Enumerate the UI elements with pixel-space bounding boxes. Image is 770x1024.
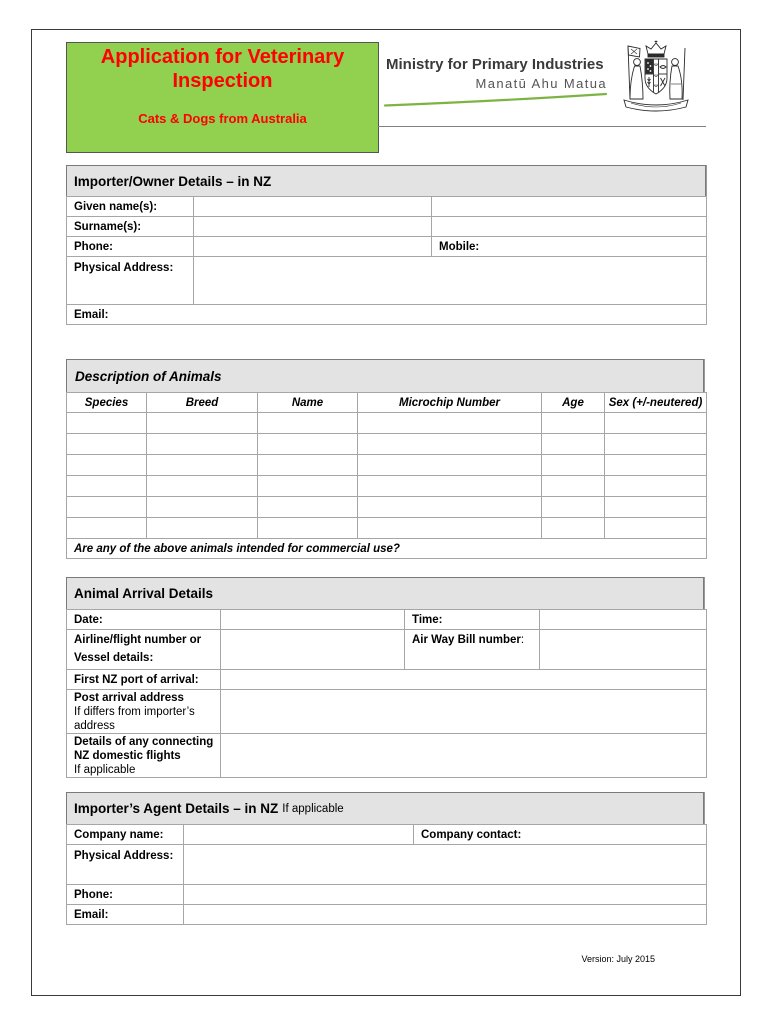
breed-cell[interactable] — [147, 476, 258, 497]
agent-section-heading — [66, 792, 704, 825]
sex-cell[interactable] — [605, 497, 707, 518]
animal-row — [67, 434, 707, 455]
flight-details-label: Airline/flight number or Vessel details: — [67, 630, 221, 670]
breed-cell[interactable] — [147, 518, 258, 539]
agent-heading-text: Importer’s Agent Details – in NZ — [74, 801, 279, 816]
species-cell[interactable] — [67, 497, 147, 518]
breed-cell[interactable] — [147, 497, 258, 518]
post-arrival-address-label — [67, 690, 221, 734]
first-port-label: First NZ port of arrival: — [67, 670, 221, 690]
surnames-field-extra[interactable] — [432, 217, 707, 237]
connecting-flights-row — [67, 734, 707, 778]
post-arrival-address-row — [67, 690, 707, 734]
importer-details-table — [66, 196, 707, 325]
animals-table — [66, 392, 707, 559]
agent-phone-row — [67, 885, 707, 905]
time-field[interactable] — [540, 610, 707, 630]
version-note: Version: July 2015 — [581, 954, 655, 964]
animal-row — [67, 497, 707, 518]
mobile-label: Mobile: — [439, 240, 480, 253]
agent-physical-address-row — [67, 845, 707, 885]
microchip-cell[interactable] — [358, 434, 542, 455]
given-names-label: Given name(s): — [67, 197, 194, 217]
email-label: Email: — [74, 308, 109, 321]
microchip-cell[interactable] — [358, 518, 542, 539]
air-way-bill-label-text: Air Way Bill number — [412, 634, 521, 646]
surnames-row — [67, 217, 707, 237]
first-port-row — [67, 670, 707, 690]
species-cell[interactable] — [67, 434, 147, 455]
header-divider — [378, 126, 706, 127]
microchip-cell[interactable] — [358, 476, 542, 497]
post-arrival-address-field[interactable] — [221, 690, 707, 734]
air-way-bill-label — [405, 630, 540, 670]
breed-cell[interactable] — [147, 455, 258, 476]
species-cell[interactable] — [67, 455, 147, 476]
sex-cell[interactable] — [605, 518, 707, 539]
animal-row — [67, 455, 707, 476]
physical-address-row — [67, 257, 707, 305]
given-names-field-extra[interactable] — [432, 197, 707, 217]
age-cell[interactable] — [542, 518, 605, 539]
age-cell[interactable] — [542, 476, 605, 497]
animal-row — [67, 518, 707, 539]
column-header-species: Species — [67, 393, 147, 413]
agent-email-label: Email: — [67, 905, 184, 925]
age-cell[interactable] — [542, 434, 605, 455]
post-arrival-address-note: If differs from importer’s address — [74, 706, 195, 732]
email-field[interactable] — [67, 305, 707, 325]
agent-details-table — [66, 824, 707, 925]
company-contact-label: Company contact: — [421, 828, 522, 841]
microchip-cell[interactable] — [358, 413, 542, 434]
date-time-row — [67, 610, 707, 630]
agent-heading-note: If applicable — [282, 802, 344, 815]
air-way-bill-field[interactable] — [540, 630, 707, 670]
given-names-row — [67, 197, 707, 217]
name-cell[interactable] — [258, 434, 358, 455]
column-header-breed: Breed — [147, 393, 258, 413]
date-field[interactable] — [221, 610, 405, 630]
sex-cell[interactable] — [605, 455, 707, 476]
microchip-cell[interactable] — [358, 497, 542, 518]
agent-phone-label: Phone: — [67, 885, 184, 905]
animals-heading-text: Description of Animals — [75, 368, 222, 384]
mobile-field[interactable] — [432, 237, 707, 257]
agent-physical-address-field[interactable] — [184, 845, 707, 885]
commercial-use-field[interactable] — [67, 539, 707, 559]
title-box — [66, 42, 379, 153]
mpi-logo — [380, 50, 612, 112]
name-cell[interactable] — [258, 518, 358, 539]
animals-section-heading — [66, 359, 704, 393]
connecting-flights-note: If applicable — [74, 764, 136, 776]
connecting-flights-field[interactable] — [221, 734, 707, 778]
flight-row — [67, 630, 707, 670]
physical-address-field[interactable] — [194, 257, 707, 305]
form-title: Application for Veterinary Inspection — [100, 46, 345, 92]
form-subtitle: Cats & Dogs from Australia — [138, 111, 307, 126]
surnames-label: Surname(s): — [67, 217, 194, 237]
phone-label: Phone: — [67, 237, 194, 257]
agent-email-field[interactable] — [184, 905, 707, 925]
age-cell[interactable] — [542, 455, 605, 476]
column-header-age: Age — [542, 393, 605, 413]
commercial-use-question: Are any of the above animals intended for commercial use? — [74, 542, 400, 555]
coat-of-arms-icon — [619, 40, 693, 112]
column-header-name: Name — [258, 393, 358, 413]
flight-details-field[interactable] — [221, 630, 405, 670]
breed-cell[interactable] — [147, 413, 258, 434]
name-cell[interactable] — [258, 497, 358, 518]
agent-physical-address-label: Physical Address: — [67, 845, 184, 885]
sex-cell[interactable] — [605, 434, 707, 455]
name-cell[interactable] — [258, 476, 358, 497]
species-cell[interactable] — [67, 518, 147, 539]
animals-column-headers — [67, 393, 707, 413]
microchip-cell[interactable] — [358, 455, 542, 476]
column-header-sex: Sex (+/-neutered) — [605, 393, 707, 413]
breed-cell[interactable] — [147, 434, 258, 455]
physical-address-label: Physical Address: — [67, 257, 194, 305]
species-cell[interactable] — [67, 413, 147, 434]
date-label: Date: — [67, 610, 221, 630]
company-contact-field[interactable] — [414, 825, 707, 845]
importer-heading-text: Importer/Owner Details – in NZ — [74, 173, 272, 189]
sex-cell[interactable] — [605, 413, 707, 434]
connecting-flights-label — [67, 734, 221, 778]
arrival-section-heading — [66, 577, 704, 610]
org-name-maori: Manatū Ahu Matua — [475, 76, 607, 91]
first-port-field[interactable] — [221, 670, 707, 690]
phone-row — [67, 237, 707, 257]
agent-email-row — [67, 905, 707, 925]
arrival-heading-text: Animal Arrival Details — [74, 586, 214, 601]
surnames-field[interactable] — [194, 217, 432, 237]
animal-row — [67, 476, 707, 497]
commercial-use-row — [67, 539, 707, 559]
age-cell[interactable] — [542, 497, 605, 518]
company-row — [67, 825, 707, 845]
species-cell[interactable] — [67, 476, 147, 497]
importer-section-heading — [66, 165, 706, 197]
connecting-flights-label-text: Details of any connecting NZ domestic flights — [74, 736, 214, 762]
phone-field[interactable] — [194, 237, 432, 257]
animal-row — [67, 413, 707, 434]
sex-cell[interactable] — [605, 476, 707, 497]
email-row — [67, 305, 707, 325]
name-cell[interactable] — [258, 413, 358, 434]
given-names-field[interactable] — [194, 197, 432, 217]
time-label: Time: — [405, 610, 540, 630]
company-name-label: Company name: — [67, 825, 184, 845]
company-name-field[interactable] — [184, 825, 414, 845]
name-cell[interactable] — [258, 455, 358, 476]
age-cell[interactable] — [542, 413, 605, 434]
logo-swoosh — [380, 90, 612, 112]
agent-phone-field[interactable] — [184, 885, 707, 905]
column-header-microchip: Microchip Number — [358, 393, 542, 413]
post-arrival-address-label-text: Post arrival address — [74, 692, 184, 704]
air-way-bill-colon: : — [520, 634, 525, 646]
arrival-details-table — [66, 609, 707, 778]
org-name: Ministry for Primary Industries — [386, 56, 604, 73]
